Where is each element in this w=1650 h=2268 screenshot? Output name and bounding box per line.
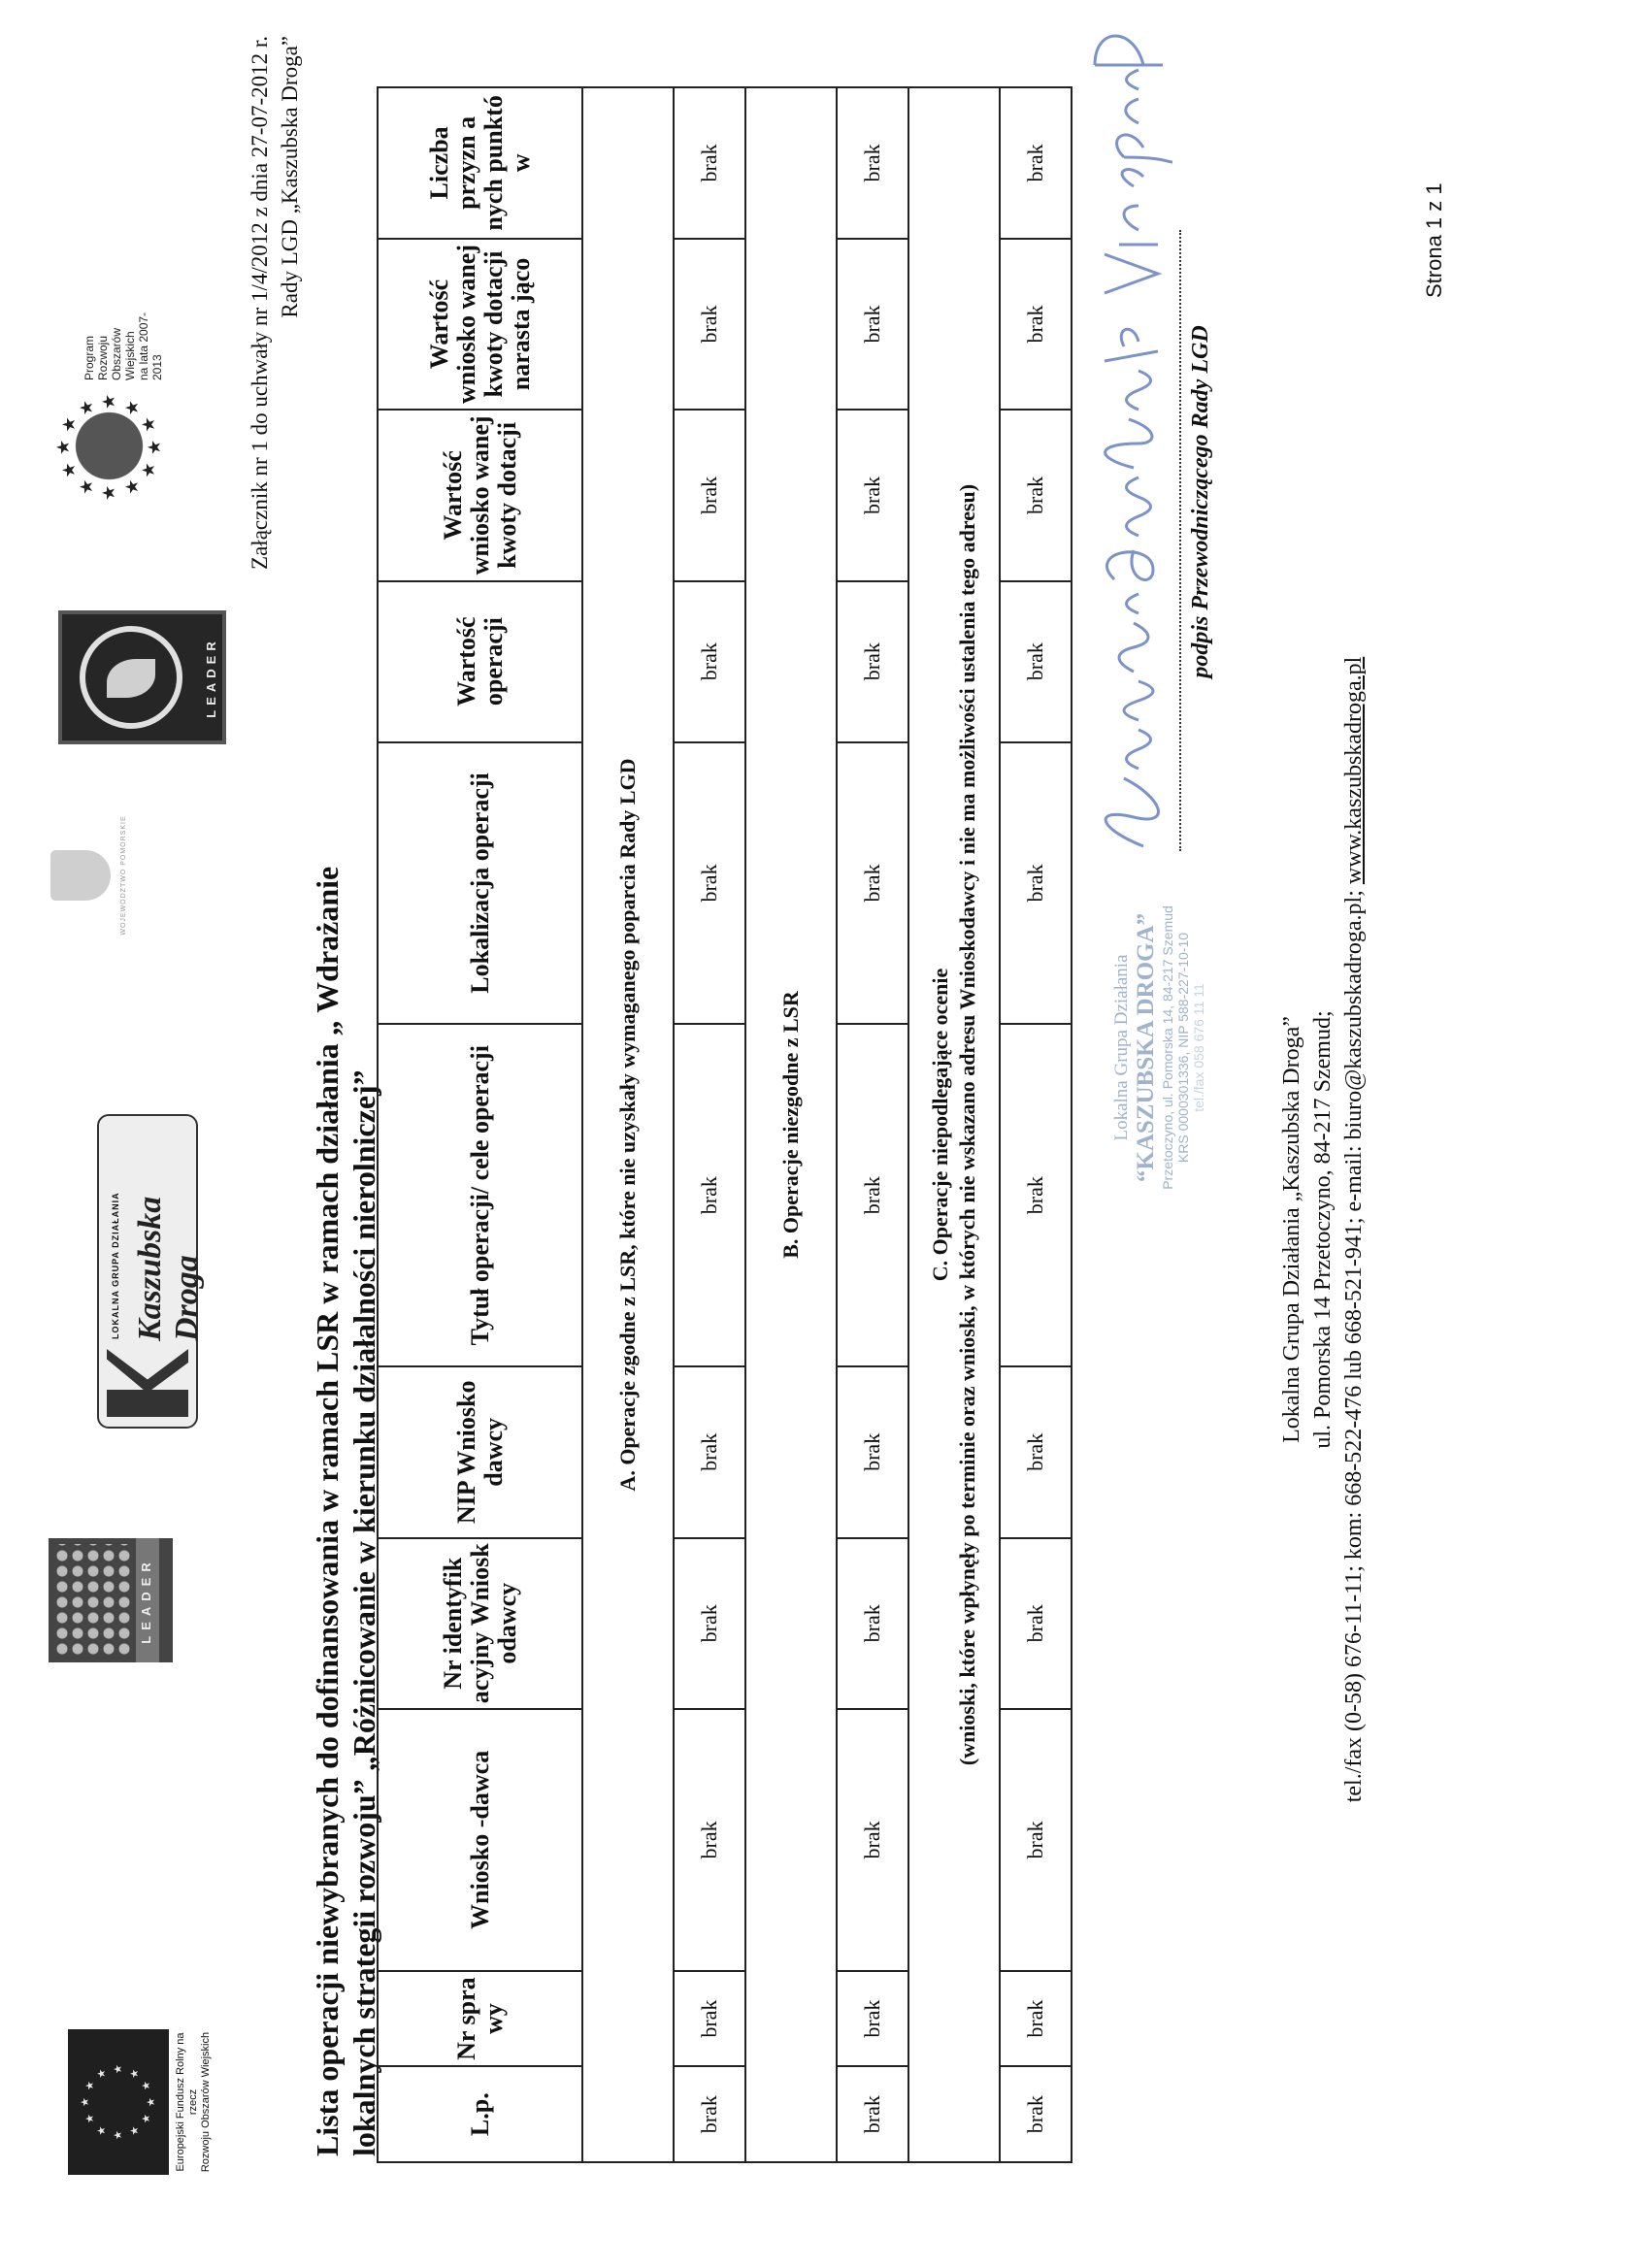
table-cell: brak (1000, 581, 1072, 742)
annex-line2: Rady LGD „Kaszubska Droga” (278, 36, 302, 318)
prow-star-icon: ★ (76, 400, 96, 416)
signature-line (1179, 230, 1181, 851)
prow-star-icon: ★ (59, 416, 80, 433)
k-letter-icon (107, 1349, 188, 1417)
annex-line1: Załącznik nr 1 do uchwały nr 1/4/2012 z dnia 27-07-2012 r. (248, 36, 272, 570)
prow-star-icon: ★ (121, 400, 142, 416)
operations-table (377, 86, 1072, 2163)
table-cell: brak (837, 1538, 908, 1709)
table-cell: brak (674, 87, 745, 239)
prow-star-icon: ★ (76, 478, 96, 495)
col-header-nip: NIP Wniosko dawcy (378, 1366, 582, 1537)
eu-star-icon: ★ (96, 2068, 108, 2079)
prow-star-icon: ★ (138, 462, 158, 478)
eu-caption-line1: Europejski Fundusz Rolny na rzecz (175, 2032, 199, 2172)
organization-stamp (1111, 827, 1206, 1268)
eu-star-icon: ★ (83, 2081, 96, 2090)
eu-star-icon: ★ (146, 2097, 157, 2107)
prow-logo (53, 293, 218, 502)
prow-star-icon: ★ (99, 393, 118, 410)
prow-caption (82, 293, 164, 380)
table-cell: brak (1000, 239, 1072, 410)
table-cell: brak (1000, 1024, 1072, 1366)
kaszubska-main-text: Kaszubska Droga (132, 1196, 205, 1341)
stamp-line2: “KASZUBSKA DROGA” (1133, 912, 1159, 1183)
col-header-grant: Wartość wniosko wanej kwoty dotacji (378, 410, 582, 580)
eu-star-icon: ★ (96, 2125, 108, 2136)
table-cell: brak (837, 87, 908, 239)
eu-star-icon: ★ (83, 2114, 96, 2123)
eu-star-icon: ★ (113, 2130, 124, 2140)
table-cell: brak (837, 1709, 908, 1971)
eu-star-icon: ★ (141, 2081, 153, 2090)
table-row (1000, 87, 1072, 2162)
table-cell: brak (837, 2066, 908, 2162)
leader-logo-leaf (58, 610, 226, 744)
section-row-b (745, 87, 837, 2162)
stamp-line5: tel./fax 058 676 11 11 (1191, 983, 1206, 1112)
prow-line1: Program (82, 335, 96, 380)
footer-contact (1276, 502, 1370, 1957)
eu-star-icon: ★ (80, 2097, 91, 2107)
website-link[interactable]: www.kaszubskadroga.pl (1341, 656, 1367, 885)
section-title-a: A. Operacje zgodne z LSR, które nie uzyskały wymaganego poparcia Rady LGD (582, 87, 674, 2162)
col-header-applicant: Wniosko -dawca (378, 1709, 582, 1971)
table-cell: brak (837, 581, 908, 742)
title-line2: „Różnicowanie w kierunku działalności nierolniczej” (346, 1069, 381, 1772)
table-cell: brak (837, 1366, 908, 1537)
dot-grid-icon (54, 1544, 134, 1657)
document-title (309, 817, 382, 2156)
table-cell: brak (674, 581, 745, 742)
eu-star-icon: ★ (113, 2064, 124, 2074)
table-cell: brak (837, 1024, 908, 1366)
leader1-text: LEADER (139, 1557, 153, 1644)
signature-caption: podpis Przewodniczącego Rady LGD (1188, 325, 1213, 678)
prow-star-icon: ★ (59, 462, 80, 478)
leader2-text: LEADER (204, 637, 218, 718)
prow-star-icon: ★ (53, 439, 73, 455)
prow-line3: Obszarów (110, 327, 123, 380)
footer-contacts: tel./fax (0-58) 676-11-11; kom: 668-522-476 lub 668-521-941; e-mail: biuro@kaszubskadroga.pl; (1341, 884, 1367, 1803)
table-cell: brak (837, 410, 908, 580)
col-header-title: Tytuł operacji/ cele operacji (378, 1024, 582, 1366)
table-cell: brak (674, 239, 745, 410)
leader-logo-dotted (49, 1538, 173, 1662)
section-row-c (908, 87, 1000, 2162)
prow-star-icon: ★ (145, 439, 164, 455)
table-cell: brak (674, 1538, 745, 1709)
table-cell: brak (1000, 2066, 1072, 2162)
eu-star-icon: ★ (129, 2125, 141, 2136)
table-cell: brak (674, 1366, 745, 1537)
eu-stars-icon (68, 2029, 169, 2175)
crest-caption: WOJEWÓDZTWO POMORSKIE (120, 815, 127, 936)
table-cell: brak (674, 410, 745, 580)
stamp-line4: KRS 0000301336, NIP 588-227-10-10 (1175, 932, 1191, 1164)
table-cell: brak (674, 1709, 745, 1971)
prow-star-icon: ★ (121, 478, 142, 495)
table-cell: brak (1000, 1538, 1072, 1709)
eu-caption (175, 2029, 213, 2175)
table-cell: brak (837, 239, 908, 410)
table-cell: brak (674, 1971, 745, 2067)
stamp-line3: Przetoczyno, ul. Pomorska 14, 84-217 Szemud (1160, 905, 1175, 1190)
table-cell: brak (1000, 1366, 1072, 1537)
col-header-grant-cumulative: Wartość wniosko wanej kwoty dotacji narasta jąco (378, 239, 582, 410)
prow-emblem-icon (53, 390, 165, 502)
annex-header (245, 36, 305, 812)
section-title-b: B. Operacje niezgodne z LSR (745, 87, 837, 2162)
section-subtitle-c: (wnioski, które wpłynęły po terminie oraz wnioski, w których nie wskazano adresu Wnioskodawcy i nie ma możliwości ustalenia tego adresu) (955, 483, 979, 1766)
prow-line2: Rozwoju (96, 335, 110, 380)
table-cell: brak (1000, 410, 1072, 580)
section-row-a (582, 87, 674, 2162)
eu-star-icon: ★ (141, 2114, 153, 2123)
footer-line3 (1338, 502, 1370, 1957)
eu-flag-logo (68, 2029, 218, 2175)
table-cell: brak (1000, 87, 1072, 239)
table-row (674, 87, 745, 2162)
page-number: Strona 1 z 1 (1422, 182, 1446, 298)
table-cell: brak (1000, 742, 1072, 1025)
title-line1: Lista operacji niewybranych do dofinansowania w ramach LSR w ramach działania „ Wdrażanie lokalnych strategii rozwoju” (310, 866, 381, 2156)
prow-line5: na lata 2007-2013 (137, 312, 164, 380)
col-header-value: Wartość operacji (378, 581, 582, 742)
table-row (837, 87, 908, 2162)
table-cell: brak (1000, 1971, 1072, 2067)
col-header-lp: L.p. (378, 2066, 582, 2162)
footer-line2: ul. Pomorska 14 Przetoczyno, 84-217 Szemud; (1310, 1010, 1336, 1449)
table-cell: brak (674, 2066, 745, 2162)
col-header-points: Liczba przyzn a nych punktó w (378, 87, 582, 239)
table-cell: brak (837, 1971, 908, 2067)
griffin-crest-icon (50, 850, 111, 901)
table-cell: brak (837, 742, 908, 1025)
eu-caption-line2: Rozwoju Obszarów Wiejskich (200, 2031, 212, 2173)
table-cell: brak (674, 1024, 745, 1366)
stamp-line1: Lokalna Grupa Działania (1111, 954, 1132, 1141)
table-header-row (378, 87, 582, 2162)
footer-line1: Lokalna Grupa Działania „Kaszubska Droga” (1279, 1016, 1304, 1443)
pomorskie-crest-logo (39, 803, 184, 948)
prow-star-icon: ★ (99, 484, 118, 501)
handwritten-signature (1085, 21, 1172, 856)
eu-star-icon: ★ (129, 2068, 141, 2079)
prow-line4: Wiejskich (123, 331, 137, 380)
kaszubska-small-text: LOKALNA GRUPA DZIAŁANIA (111, 1192, 120, 1339)
col-header-case-no: Nr spra wy (378, 1971, 582, 2067)
table-cell: brak (674, 742, 745, 1025)
section-title-c: C. Operacje niepodlegające ocenie (wnioski, które wpłynęły po terminie oraz wnioski, w których nie wskazano adresu Wnioskodawcy i nie ma możliwości ustalenia tego adresu) (908, 87, 1000, 2162)
kaszubska-droga-logo (97, 1114, 205, 1429)
prow-star-icon: ★ (138, 416, 158, 433)
col-header-applicant-id: Nr identyfik acyjny Wniosk odawcy (378, 1538, 582, 1709)
col-header-location: Lokalizacja operacji (378, 742, 582, 1025)
table-cell: brak (1000, 1709, 1072, 1971)
